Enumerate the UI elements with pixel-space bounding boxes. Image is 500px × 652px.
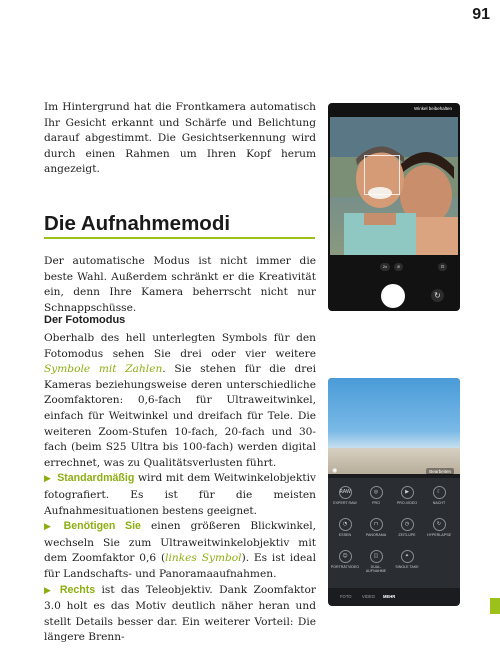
bullet-text: ist das Teleobjektiv. Dank Zoomfaktor 3.0 holt es das Motiv deutlich näher heran und stellt Details besser dar. Ein weiterer Vorteil: Die längere Brenn- [44, 583, 316, 644]
mode-zeitlupe[interactable] [392, 518, 422, 537]
pro-video-icon: ▶ [401, 486, 414, 499]
body-paragraph-1 [44, 331, 316, 471]
panorama-icon: ⊓ [370, 518, 383, 531]
body-text-run: . Sie stehen für die drei Kameras beziehungsweise deren unterschiedliche Zoomfaktoren: 0,6-fach für Ultraweitwinkel, einfach für Weitwinkel und dreifach für Tele. Die weiteren Zoom-Stufen 10-fach, 20-fach und 30-fach (beim S25 Ultra bis 100-fach) werden digital errechnet, was zu Qualitätsverlusten führt. [44, 363, 316, 469]
mode-label: SINGLE TAKE [395, 565, 419, 569]
mode-bar [328, 591, 460, 603]
highlight-symbole: Symbole mit Zahlen [44, 363, 163, 376]
zoom-chip[interactable]: 2x [380, 263, 390, 271]
mode-label: NACHT [432, 501, 446, 505]
night-icon: ☾ [433, 486, 446, 499]
modes-panel [328, 478, 460, 588]
modes-intro-paragraph: Der automatische Modus ist nicht immer die beste Wahl. Außerdem schränkt er die Kreativität ein, denn Ihre Kamera beherrscht nicht nur Schnappschüsse. [44, 255, 316, 314]
mode-dual-aufnahme[interactable] [361, 550, 391, 573]
arrow-bullet-icon: ▶ [44, 474, 52, 485]
more-modes-screenshot [328, 378, 460, 606]
keyword-benoetigen: Benötigen Sie [63, 520, 141, 533]
face-detection-frame [364, 155, 400, 195]
mode-label: PANORAMA [365, 533, 387, 537]
hyperlapse-icon: ↻ [433, 518, 446, 531]
mode-pro[interactable] [361, 486, 391, 505]
body-text-run: Oberhalb des hell unterlegten Symbols für den Fotomodus sehen Sie drei oder vier weitere [44, 332, 316, 360]
mode-label: PRO [372, 501, 380, 505]
mode-label: DUAL-AUFNAHME [365, 565, 387, 574]
body-text [44, 331, 316, 646]
selfie-camera-screenshot [328, 103, 460, 311]
mode-hyperlapse[interactable] [424, 518, 454, 537]
bullet-standard [44, 471, 316, 519]
expert-raw-icon: RAW [339, 486, 352, 499]
arrow-bullet-icon: ▶ [44, 522, 58, 533]
section-heading: Die Aufnahmemodi [44, 212, 231, 235]
single-take-icon: ✦ [401, 550, 414, 563]
aspect-ratio-icon[interactable]: ⊡ [438, 263, 447, 271]
eye-icon[interactable]: ◉ [332, 467, 338, 474]
keyword-rechts: Rechts [59, 583, 96, 596]
mode-nacht[interactable] [424, 486, 454, 505]
mode-label: ESSEN [338, 533, 352, 537]
mode-panorama[interactable] [361, 518, 391, 537]
mode-single-take[interactable] [392, 550, 422, 569]
arrow-bullet-icon: ▶ [44, 585, 54, 596]
selfie-photo [330, 117, 458, 255]
page-number: 91 [472, 6, 490, 23]
keep-angle-label[interactable]: Winkel beibehalten [413, 106, 452, 111]
bullet-text: wird mit dem Weitwinkelobjektiv fotografiert. Es ist für die meisten Aufnahmesituationen bestens geeignet. [44, 472, 316, 517]
mode-label: ZEITLUPE [398, 533, 416, 537]
intro-paragraph: Im Hintergrund hat die Frontkamera automatisch Ihr Gesicht erkannt und Schärfe und Belichtung darauf abgestimmt. Die Gesichtserkennung wird durch einen Rahmen um Ihren Kopf herum angezeigt. [44, 101, 316, 176]
mode-portraitvideo[interactable] [330, 550, 360, 569]
keyword-standard: Standardmäßig [57, 472, 135, 485]
pro-icon: ◎ [370, 486, 383, 499]
mode-label: HYPERLAPSE [427, 533, 451, 537]
camera-flip-icon[interactable]: ↻ [431, 289, 444, 302]
mode-essen[interactable] [330, 518, 360, 537]
dual-recording-icon: ◫ [370, 550, 383, 563]
bullet-benoetigen [44, 519, 316, 582]
edit-button[interactable]: Bearbeiten [426, 468, 454, 475]
zoom-controls [328, 263, 460, 273]
subheading-fotomodus: Der Fotomodus [44, 314, 126, 326]
portrait-video-icon: ☺ [339, 550, 352, 563]
slow-motion-icon: ◷ [401, 518, 414, 531]
food-icon: ◔ [339, 518, 352, 531]
bullet-rechts [44, 583, 316, 646]
highlight-linkes-symbol: linkes Symbol [165, 552, 242, 565]
page-edge-marker [490, 598, 500, 614]
mode-tab-video[interactable]: VIDEO [362, 594, 376, 599]
mode-tab-mehr[interactable]: MEHR [383, 594, 396, 599]
mode-tab-foto[interactable]: FOTO [340, 594, 352, 599]
mode-label: EXPERT RAW [333, 501, 357, 505]
shutter-button[interactable] [381, 284, 405, 308]
mode-expert-raw[interactable] [330, 486, 360, 505]
bullet-text: einen größeren Blickwinkel, wechseln Sie zum Ultraweitwinkelobjektiv mit dem Zoomfaktor 0,6 ( [44, 520, 316, 565]
group-selfie-icon[interactable]: ⊘ [394, 263, 403, 271]
mode-label: PORTRÄTVIDEO [330, 565, 360, 569]
bullet-text: ). Es ist ideal für Landschafts- und Panoramaaufnahmen. [44, 552, 316, 580]
mode-label: PRO-VIDEO [396, 501, 418, 505]
mode-pro-video[interactable] [392, 486, 422, 505]
heading-underline [44, 237, 315, 239]
